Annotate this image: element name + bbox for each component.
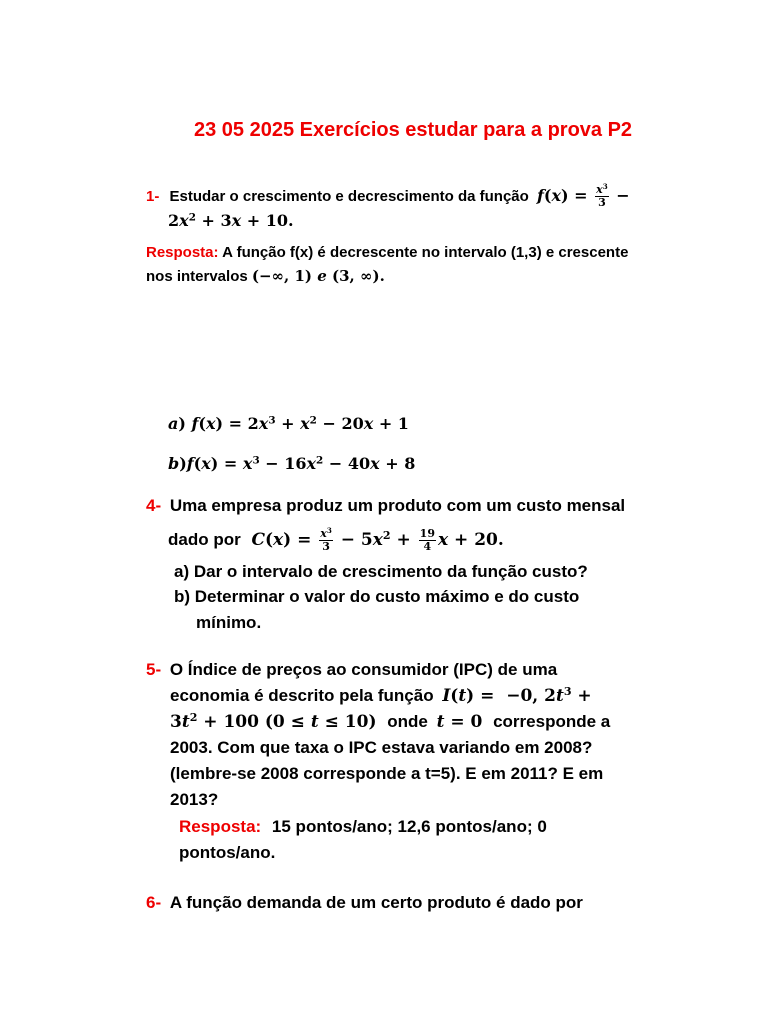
question-6-text: A função demanda de um certo produto é dado por [169, 893, 583, 912]
question-1-line-2: $2x^2 + 3x + 10$. [168, 211, 294, 230]
question-6-line-1 [146, 893, 583, 913]
question-5-corresponde: corresponde a [493, 712, 611, 731]
question-6-number: 6- [146, 893, 162, 912]
question-5-line-1 [146, 660, 557, 680]
question-4-item-b-cont: mínimo. [196, 613, 262, 632]
question-4-line-2 [168, 528, 504, 553]
question-5-onde: onde [387, 712, 428, 731]
question-4-prefix: dado por [168, 530, 241, 549]
question-5-line-2 [170, 686, 592, 706]
question-4-text: Uma empresa produz um produto com um custo mensal [169, 496, 626, 515]
question-1-number: 1- [146, 188, 160, 205]
answer-text: 15 pontos/ano; 12,6 pontos/ano; 0 [271, 817, 547, 836]
question-4-item-b: b) Determinar o valor do custo máximo e do custo [174, 587, 580, 606]
answer-label: Resposta: [179, 817, 262, 836]
answer-label: Resposta: [146, 244, 219, 261]
question-1-text: Estudar o crescimento e decrescimento da função [169, 188, 529, 205]
question-4-item-a: a) Dar o intervalo de crescimento da função custo? [174, 562, 588, 581]
answer-text-prefix: nos intervalos [146, 268, 248, 285]
question-5-line-5: (lembre-se 2008 corresponde a t=5). E em 2011? E em [170, 764, 604, 783]
item-b-function: $b)f(x) = x^3 - 16x^2 - 40x + 8$ [168, 454, 416, 473]
question-5-prefix: economia é descrito pela função [170, 686, 434, 705]
question-1-function: f(x) = $\frac{x^3}{3}$ − [536, 182, 630, 209]
question-5-line-6: 2013? [170, 790, 219, 809]
question-1-line-1 [146, 184, 630, 209]
question-5-text: O Índice de preços ao consumidor (IPC) de uma [169, 660, 558, 679]
question-1-answer-line-1 [146, 244, 628, 261]
answer-intervals: (−∞, 1) e (3, ∞). [251, 267, 385, 285]
question-5-line-4: 2003. Com que taxa o IPC estava variando em 2008? [170, 738, 593, 757]
question-5-answer-line-1 [179, 817, 547, 837]
page-title: 23 05 2025 Exercícios estudar para a prova P2 [194, 119, 633, 141]
question-5-t-zero: t = 0 [436, 712, 483, 732]
question-4-line-1 [146, 496, 625, 516]
item-a-function: a) $f(x) = 2x^3 + x^2 - 20x + 1$ [168, 414, 409, 433]
question-1-answer-line-2 [146, 267, 385, 285]
question-4-cost-function: C(x) = $\frac{x^3}{3}$ − $5x^2$ + $\frac{19}{4}$ x + 20. [251, 526, 504, 553]
answer-text: A função f(x) é decrescente no intervalo (1,3) e crescente [222, 244, 629, 261]
question-5-ipc-function-cont: $3t^2 + 100$ (0 ≤ t ≤ 10) [170, 710, 377, 732]
question-5-line-3 [170, 712, 610, 732]
question-5-ipc-function: I(t) = −0, $2t^3$ + [442, 684, 592, 706]
question-5-answer-line-2: pontos/ano. [179, 843, 276, 862]
question-5-number: 5- [146, 660, 162, 679]
question-4-number: 4- [146, 496, 162, 515]
